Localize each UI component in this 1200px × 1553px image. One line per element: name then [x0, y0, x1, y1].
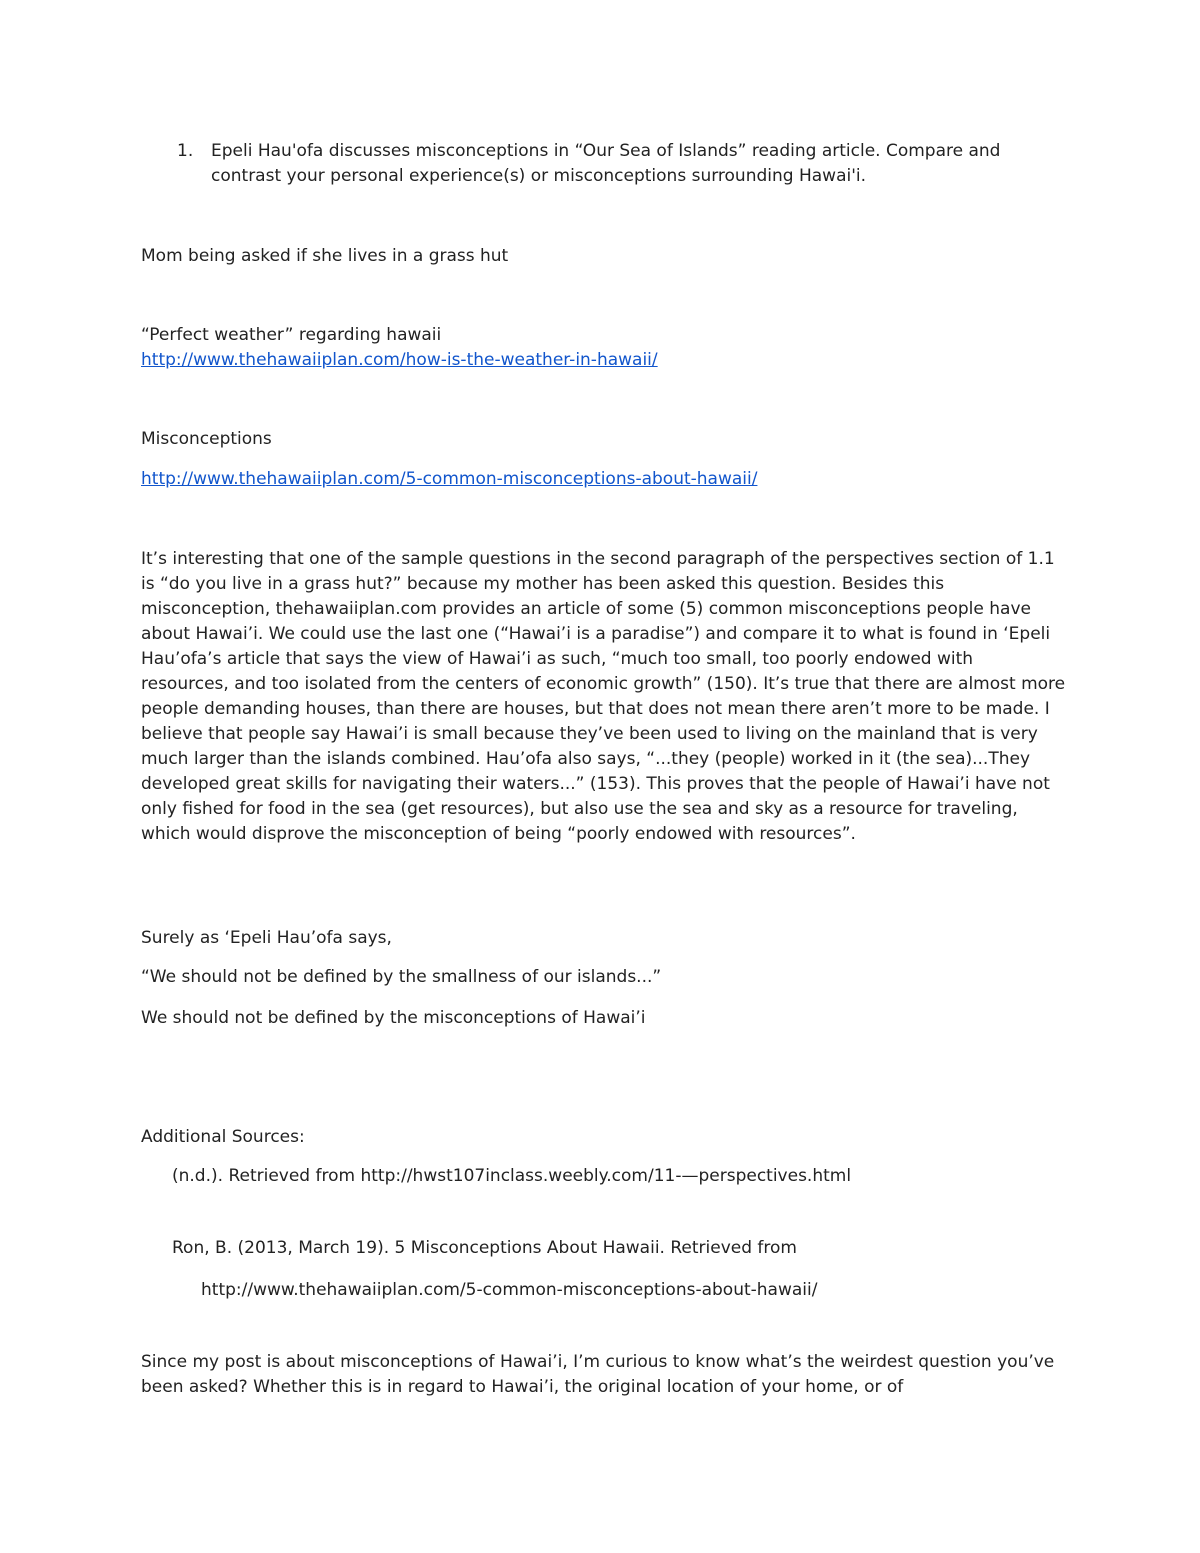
source-2-line-1: Ron, B. (2013, March 19). 5 Misconceptions About Hawaii. Retrieved from [172, 1238, 797, 1258]
weather-link[interactable]: http://www.thehawaiiplan.com/how-is-the-weather-in-hawaii/ [141, 350, 658, 370]
closing-quote: “We should not be defined by the smallness of our islands...” [141, 967, 662, 987]
misconceptions-link[interactable]: http://www.thehawaiiplan.com/5-common-misconceptions-about-hawaii/ [141, 469, 758, 489]
source-1: (n.d.). Retrieved from http://hwst107inclass.weebly.com/11-—perspectives.html [172, 1166, 852, 1186]
closing-line-1: Surely as ‘Epeli Hau’ofa says, [141, 928, 392, 948]
misconceptions-link-line [141, 467, 1066, 492]
weather-link-line [141, 348, 1066, 373]
question-text: Epeli Hau'ofa discusses misconceptions in “Our Sea of Islands” reading article. Compare and contrast your personal experience(s) or misconceptions surrounding Hawai'i. [211, 141, 1001, 186]
note-grass-hut: Mom being asked if she lives in a grass hut [141, 246, 509, 266]
discussion-question: Since my post is about misconceptions of Hawai’i, I’m curious to know what’s the weirdest question you’ve been asked? Whether this is in regard to Hawai’i, the original location of your home, or of [141, 1352, 1055, 1397]
question-number: 1. [177, 141, 194, 161]
closing-line-3: We should not be defined by the misconceptions of Hawai’i [141, 1008, 646, 1028]
note-weather-label: “Perfect weather” regarding hawaii [141, 325, 442, 345]
source-2-line-2: http://www.thehawaiiplan.com/5-common-misconceptions-about-hawaii/ [201, 1280, 818, 1300]
note-misconceptions-label: Misconceptions [141, 429, 272, 449]
essay-paragraph [141, 547, 1066, 847]
essay-text: It’s interesting that one of the sample questions in the second paragraph of the perspectives section of 1.1 is “do you live in a grass hut?” because my mother has been asked this question. Besides this misconception, thehawaiiplan.com provides an article of some (5) common misconceptions people have about Hawai’i. We could use the last one (“Hawai’i is a paradise”) and compare it to what is found in ‘Epeli Hau’ofa’s article that says the view of Hawai’i as such, “much too small, too poorly endowed with resources, and too isolated from the centers of economic growth” (150). It’s true that there are almost more people demanding houses, than there are houses, but that does not mean there aren’t more to be made. I believe that people say Hawai’i is small because they’ve been used to living on the mainland that is very much larger than the islands combined. Hau’ofa also says, “...they (people) worked in it (the sea)...They developed great skills for navigating their waters...” (153). This proves that the people of Hawai’i have not only fished for food in the sea (get resources), but also use the sea and sky as a resource for traveling, which would disprove the misconception of being “poorly endowed with resources”. [141, 549, 1066, 844]
sources-heading: Additional Sources: [141, 1127, 305, 1147]
